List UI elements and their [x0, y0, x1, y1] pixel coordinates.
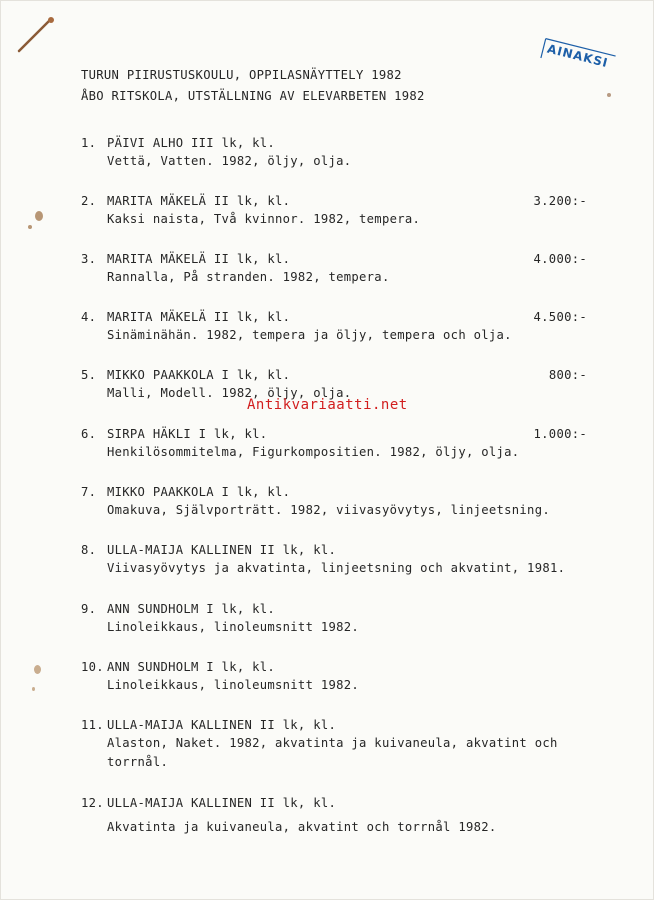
entry-number: 9.: [81, 602, 97, 616]
entry-number: 11.: [81, 718, 104, 732]
entry-artist: ANN SUNDHOLM I lk, kl.: [107, 660, 276, 674]
entry-artist: MARITA MÄKELÄ II lk, kl.: [107, 252, 291, 266]
entry-number: 3.: [81, 252, 97, 266]
entry-price: 1.000:-: [533, 427, 587, 441]
entry-work: Omakuva, Självporträtt. 1982, viivasyövytys, linjeetsning.: [107, 503, 550, 517]
entry-artist: PÄIVI ALHO III lk, kl.: [107, 136, 276, 150]
entry-number: 10.: [81, 660, 104, 674]
header-line-2: ÅBO RITSKOLA, UTSTÄLLNING AV ELEVARBETEN 1982: [81, 89, 425, 103]
entry-price: 800:-: [548, 368, 587, 382]
entry-number: 12.: [81, 796, 104, 810]
entry-work: Malli, Modell. 1982, öljy, olja.: [107, 386, 352, 400]
entry-number: 1.: [81, 136, 97, 150]
entry-number: 7.: [81, 485, 97, 499]
header-line-1: TURUN PIIRUSTUSKOULU, OPPILASNÄYTTELY 1982: [81, 68, 402, 82]
entry-artist: MIKKO PAAKKOLA I lk, kl.: [107, 485, 291, 499]
entry-price: 4.000:-: [533, 252, 587, 266]
entry-number: 5.: [81, 368, 97, 382]
stain-mark: [28, 225, 32, 229]
stain-mark: [32, 687, 35, 691]
entry-artist: MARITA MÄKELÄ II lk, kl.: [107, 194, 291, 208]
entry-work: Kaksi naista, Två kvinnor. 1982, tempera.: [107, 212, 421, 226]
stamp-logo: [536, 34, 621, 82]
entry-work: Viivasyövytys ja akvatinta, linjeetsning och akvatint, 1981.: [107, 561, 566, 575]
entry-artist: ULLA-MAIJA KALLINEN II lk, kl.: [107, 796, 337, 810]
entry-artist: SIRPA HÄKLI I lk, kl.: [107, 427, 268, 441]
entry-work: Vettä, Vatten. 1982, öljy, olja.: [107, 154, 352, 168]
entry-artist: MARITA MÄKELÄ II lk, kl.: [107, 310, 291, 324]
entry-artist: MIKKO PAAKKOLA I lk, kl.: [107, 368, 291, 382]
entry-work: Linoleikkaus, linoleumsnitt 1982.: [107, 678, 360, 692]
entry-work: Rannalla, På stranden. 1982, tempera.: [107, 270, 390, 284]
entry-work-continued: torrnål.: [107, 755, 169, 769]
stain-mark: [34, 665, 41, 674]
entry-number: 8.: [81, 543, 97, 557]
stain-mark: [35, 211, 43, 221]
entry-price: 4.500:-: [533, 310, 587, 324]
entry-work: Henkilösommitelma, Figurkompositien. 1982, öljy, olja.: [107, 445, 520, 459]
entry-artist: ULLA-MAIJA KALLINEN II lk, kl.: [107, 543, 337, 557]
entry-number: 2.: [81, 194, 97, 208]
entry-number: 4.: [81, 310, 97, 324]
entry-artist: ANN SUNDHOLM I lk, kl.: [107, 602, 276, 616]
entry-number: 6.: [81, 427, 97, 441]
watermark-text: Antikvariaatti.net: [247, 397, 408, 413]
corner-fold-icon: [15, 13, 59, 57]
entry-work: Sinäminähän. 1982, tempera ja öljy, tempera och olja.: [107, 328, 512, 342]
entry-work: Akvatinta ja kuivaneula, akvatint och torrnål 1982.: [107, 820, 497, 834]
stain-mark: [607, 93, 611, 97]
entry-artist: ULLA-MAIJA KALLINEN II lk, kl.: [107, 718, 337, 732]
entry-price: 3.200:-: [533, 194, 587, 208]
entry-work: Alaston, Naket. 1982, akvatinta ja kuivaneula, akvatint och: [107, 736, 558, 750]
stamp-text: AINAKSI: [545, 41, 610, 71]
entry-work: Linoleikkaus, linoleumsnitt 1982.: [107, 620, 360, 634]
